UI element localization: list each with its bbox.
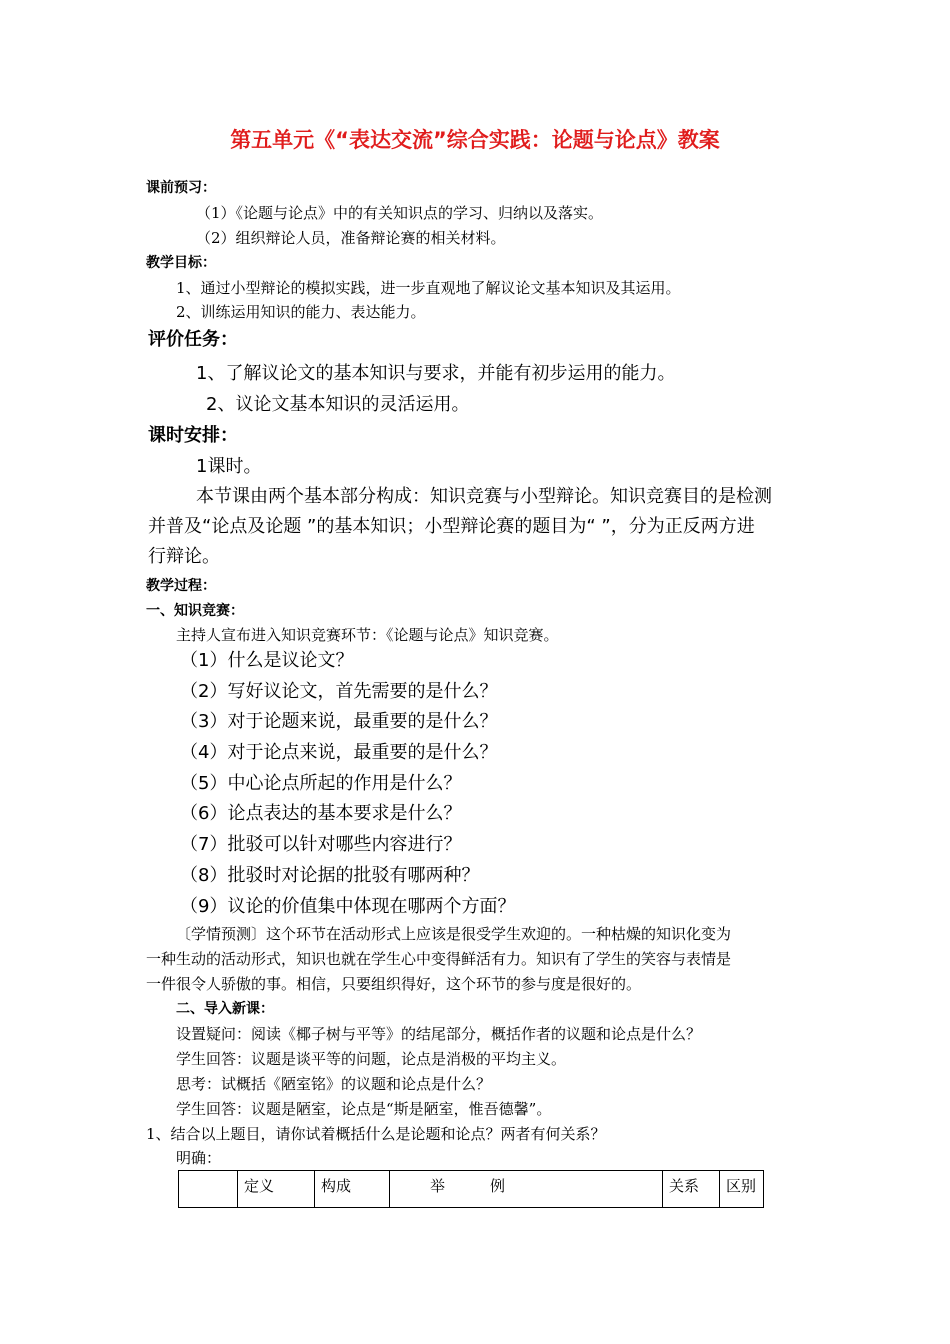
quiz-question: （4）对于论点来说，最重要的是什么？: [180, 742, 498, 763]
schedule-desc-line: 行辩论。: [148, 546, 220, 567]
process-heading: 教学过程：: [146, 578, 216, 594]
forecast-line: 〔学情预测〕这个环节在活动形式上应该是很受学生欢迎的。一种枯燥的知识化变为: [176, 925, 732, 943]
section2-line: 学生回答：议题是谈平等的问题，论点是消极的平均主义。: [176, 1050, 567, 1068]
schedule-hours: 1课时。: [196, 456, 262, 477]
goal-item: 1、通过小型辩论的模拟实践，进一步直观地了解议论文基本知识及其运用。: [176, 279, 681, 297]
tasks-heading: 评价任务：: [148, 329, 238, 350]
quiz-question: （2）写好议论文，首先需要的是什么？: [180, 681, 498, 702]
preview-item: （2）组织辩论人员，准备辩论赛的相关材料。: [196, 229, 506, 247]
quiz-question: （6）论点表达的基本要求是什么？: [180, 803, 462, 824]
table-header-cell: 举 例: [390, 1171, 663, 1208]
quiz-question: （1）什么是议论文？: [180, 650, 354, 671]
section2-heading: 二、导入新课：: [176, 1001, 274, 1017]
table-header-cell: 关系: [663, 1171, 720, 1208]
quiz-question: （5）中心论点所起的作用是什么？: [180, 773, 462, 794]
goal-item: 2、训练运用知识的能力、表达能力。: [176, 303, 426, 321]
page-title: 第五单元《“表达交流”综合实践：论题与论点》教案: [230, 128, 720, 152]
task-item: 1、了解议论文的基本知识与要求，并能有初步运用的能力。: [196, 363, 676, 384]
preview-heading: 课前预习：: [146, 180, 216, 196]
section2-question: 1、结合以上题目，请你试着概括什么是论题和论点？两者有何关系？: [146, 1125, 606, 1143]
table-header-row: [179, 1171, 764, 1208]
quiz-question: （3）对于论题来说，最重要的是什么？: [180, 711, 498, 732]
table-header-cell: 区别: [720, 1171, 764, 1208]
forecast-line: 一件很令人骄傲的事。相信，只要组织得好，这个环节的参与度是很好的。: [146, 975, 642, 993]
preview-item: （1）《论题与论点》中的有关知识点的学习、归纳以及落实。: [196, 204, 604, 222]
quiz-question: （7）批驳可以针对哪些内容进行？: [180, 834, 462, 855]
section2-clarify: 明确：: [176, 1149, 222, 1167]
table-header-cell: 构成: [315, 1171, 390, 1208]
schedule-heading: 课时安排：: [148, 425, 238, 446]
quiz-question: （8）批驳时对论据的批驳有哪两种？: [180, 865, 480, 886]
task-item: 2、议论文基本知识的灵活运用。: [206, 394, 470, 415]
section2-line: 学生回答：议题是陋室，论点是“斯是陋室，惟吾德馨”。: [176, 1100, 552, 1118]
forecast-line: 一种生动的活动形式，知识也就在学生心中变得鲜活有力。知识有了学生的笑容与表情是: [146, 950, 732, 968]
section1-intro: 主持人宣布进入知识竞赛环节：《论题与论点》知识竞赛。: [176, 626, 559, 644]
section2-line: 设置疑问：阅读《椰子树与平等》的结尾部分，概括作者的议题和论点是什么？: [176, 1025, 702, 1043]
schedule-desc-line: 本节课由两个基本部分构成：知识竞赛与小型辩论。知识竞赛目的是检测: [196, 486, 772, 507]
section1-heading: 一、知识竞赛：: [146, 603, 244, 619]
comparison-table: [178, 1170, 764, 1208]
quiz-question: （9）议论的价值集中体现在哪两个方面？: [180, 896, 516, 917]
goals-heading: 教学目标：: [146, 255, 216, 271]
schedule-desc-line: 并普及“论点及论题 ”的基本知识；小型辩论赛的题目为“ ”，分为正反两方进: [148, 516, 755, 537]
table-header-cell: 定义: [238, 1171, 315, 1208]
table-header-cell: [179, 1171, 238, 1208]
section2-line: 思考：试概括《陋室铭》的议题和论点是什么？: [176, 1075, 492, 1093]
